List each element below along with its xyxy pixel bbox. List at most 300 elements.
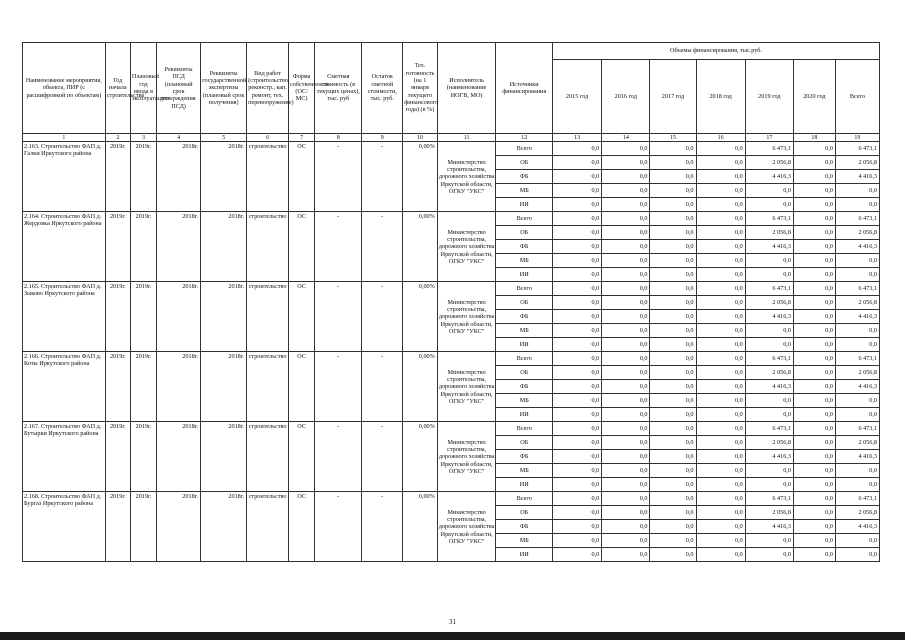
- funding-value: 0,0: [602, 142, 650, 156]
- funding-value: 6 473,1: [835, 422, 879, 436]
- work-type: строительство: [247, 142, 289, 212]
- column-number: 17: [745, 134, 793, 142]
- funding-value: 0,0: [650, 254, 696, 268]
- funding-source: ИИ: [496, 338, 553, 352]
- funding-source: ИИ: [496, 408, 553, 422]
- funding-value: 0,0: [696, 282, 745, 296]
- executor: Министерство строительства, дорожного хозяйства Иркутской области, ОГКУ "УКС": [437, 142, 496, 212]
- funding-value: 0,0: [553, 142, 602, 156]
- funding-value: 0,0: [793, 380, 835, 394]
- funding-value: 0,0: [793, 212, 835, 226]
- funding-value: 0,0: [793, 310, 835, 324]
- funding-value: 0,0: [602, 478, 650, 492]
- funding-value: 0,0: [650, 506, 696, 520]
- funding-value: 0,0: [745, 478, 793, 492]
- funding-value: 2 056,8: [835, 506, 879, 520]
- funding-source: ОБ: [496, 366, 553, 380]
- funding-value: 0,0: [602, 492, 650, 506]
- funding-value: 0,0: [650, 142, 696, 156]
- funding-value: 2 056,8: [835, 156, 879, 170]
- work-type: строительство: [247, 352, 289, 422]
- expertise-date: 2018г.: [201, 212, 247, 282]
- funding-value: 0,0: [793, 268, 835, 282]
- executor: Министерство строительства, дорожного хозяйства Иркутской области, ОГКУ "УКС": [437, 492, 496, 562]
- funding-value: 0,0: [650, 352, 696, 366]
- column-number: 8: [315, 134, 362, 142]
- funding-value: 0,0: [602, 324, 650, 338]
- funding-value: 0,0: [696, 198, 745, 212]
- funding-value: 0,0: [650, 198, 696, 212]
- funding-value: 2 056,8: [745, 226, 793, 240]
- funding-value: 0,0: [793, 548, 835, 562]
- column-number: 15: [650, 134, 696, 142]
- funding-value: 0,0: [745, 268, 793, 282]
- funding-value: 0,0: [696, 268, 745, 282]
- readiness: 0,00%: [403, 492, 438, 562]
- funding-value: 0,0: [602, 548, 650, 562]
- funding-value: 4 416,3: [745, 520, 793, 534]
- table-row: [23, 492, 880, 506]
- funding-value: 0,0: [553, 254, 602, 268]
- funding-value: 0,0: [793, 506, 835, 520]
- col-header-executor: Исполнитель (наименование ИОГВ, МО): [437, 43, 496, 134]
- funding-value: 0,0: [835, 548, 879, 562]
- funding-value: 0,0: [650, 296, 696, 310]
- funding-value: 0,0: [793, 394, 835, 408]
- col-header-year: Всего: [835, 60, 879, 134]
- funding-value: 0,0: [696, 240, 745, 254]
- funding-value: 0,0: [835, 268, 879, 282]
- funding-value: 0,0: [602, 282, 650, 296]
- funding-value: 0,0: [696, 520, 745, 534]
- column-number: 9: [362, 134, 403, 142]
- readiness: 0,00%: [403, 282, 438, 352]
- funding-value: 0,0: [793, 534, 835, 548]
- col-header-year-commission: Плановый год ввода в эксплуатацию: [130, 43, 156, 134]
- funding-value: 0,0: [696, 142, 745, 156]
- funding-value: 0,0: [553, 366, 602, 380]
- work-type: строительство: [247, 422, 289, 492]
- funding-value: 2 056,8: [745, 506, 793, 520]
- ownership: ОС: [289, 282, 315, 352]
- funding-value: 0,0: [553, 310, 602, 324]
- funding-value: 0,0: [793, 352, 835, 366]
- funding-value: 4 416,3: [835, 310, 879, 324]
- funding-value: 0,0: [553, 240, 602, 254]
- object-name: 2.164. Строительство ФАП д. Жердовка Иркутского района: [23, 212, 106, 282]
- funding-value: 0,0: [696, 366, 745, 380]
- funding-value: 0,0: [602, 408, 650, 422]
- estimate-cost: -: [315, 422, 362, 492]
- col-header-year: 2019 год: [745, 60, 793, 134]
- funding-source: МБ: [496, 184, 553, 198]
- funding-value: 0,0: [835, 198, 879, 212]
- funding-value: 0,0: [793, 324, 835, 338]
- executor: Министерство строительства, дорожного хозяйства Иркутской области, ОГКУ "УКС": [437, 422, 496, 492]
- funding-value: 0,0: [745, 338, 793, 352]
- funding-value: 0,0: [602, 156, 650, 170]
- funding-value: 4 416,3: [745, 170, 793, 184]
- funding-value: 0,0: [553, 268, 602, 282]
- funding-value: 0,0: [602, 534, 650, 548]
- funding-value: 0,0: [745, 324, 793, 338]
- remaining-cost: -: [362, 352, 403, 422]
- funding-value: 0,0: [602, 226, 650, 240]
- funding-value: 0,0: [650, 170, 696, 184]
- funding-value: 0,0: [745, 394, 793, 408]
- col-header-year: 2017 год: [650, 60, 696, 134]
- object-block: [23, 212, 880, 282]
- funding-value: 6 473,1: [835, 142, 879, 156]
- expertise-date: 2018г.: [201, 352, 247, 422]
- estimate-cost: -: [315, 492, 362, 562]
- funding-value: 6 473,1: [745, 492, 793, 506]
- funding-value: 6 473,1: [745, 422, 793, 436]
- funding-value: 0,0: [553, 226, 602, 240]
- funding-value: 0,0: [553, 156, 602, 170]
- funding-value: 0,0: [696, 450, 745, 464]
- funding-value: 0,0: [793, 254, 835, 268]
- funding-value: 0,0: [835, 478, 879, 492]
- funding-source: ОБ: [496, 506, 553, 520]
- funding-value: 0,0: [650, 380, 696, 394]
- object-name: 2.166. Строительство ФАП д. Коты Иркутского района: [23, 352, 106, 422]
- year-commission: 2019г.: [130, 282, 156, 352]
- funding-source: Всего: [496, 422, 553, 436]
- funding-value: 0,0: [835, 534, 879, 548]
- funding-value: 0,0: [602, 464, 650, 478]
- object-block: [23, 352, 880, 422]
- remaining-cost: -: [362, 142, 403, 212]
- funding-value: 0,0: [602, 184, 650, 198]
- funding-source: ФБ: [496, 310, 553, 324]
- funding-value: 0,0: [602, 422, 650, 436]
- ownership: ОС: [289, 352, 315, 422]
- funding-value: 0,0: [650, 464, 696, 478]
- funding-value: 0,0: [835, 254, 879, 268]
- funding-source: ИИ: [496, 478, 553, 492]
- funding-value: 0,0: [650, 226, 696, 240]
- funding-value: 0,0: [696, 478, 745, 492]
- funding-value: 4 416,3: [835, 170, 879, 184]
- ownership: ОС: [289, 212, 315, 282]
- funding-value: 0,0: [835, 394, 879, 408]
- funding-value: 0,0: [793, 170, 835, 184]
- funding-value: 0,0: [602, 450, 650, 464]
- col-header-year: 2020 год: [793, 60, 835, 134]
- object-block: [23, 492, 880, 562]
- funding-value: 0,0: [602, 170, 650, 184]
- col-header-year: 2018 год: [696, 60, 745, 134]
- funding-value: 0,0: [602, 296, 650, 310]
- object-name: 2.168. Строительство ФАП д. Бургаз Иркутского района: [23, 492, 106, 562]
- funding-value: 0,0: [745, 548, 793, 562]
- table-row: [23, 282, 880, 296]
- funding-value: 0,0: [696, 464, 745, 478]
- funding-value: 2 056,8: [745, 366, 793, 380]
- col-header-work-type: Вид работ (строительство, реконстр., кап. ремонт, тех. перевооружение): [247, 43, 289, 134]
- table-row: [23, 352, 880, 366]
- funding-value: 0,0: [793, 226, 835, 240]
- funding-value: 0,0: [650, 282, 696, 296]
- funding-source: ФБ: [496, 380, 553, 394]
- col-header-year-start: Год начала строительства: [105, 43, 130, 134]
- funding-source: ОБ: [496, 296, 553, 310]
- funding-value: 2 056,8: [745, 156, 793, 170]
- object-block: [23, 142, 880, 212]
- column-number: 10: [403, 134, 438, 142]
- funding-value: 0,0: [793, 142, 835, 156]
- col-header-sources: Источники финансирования: [496, 43, 553, 134]
- funding-value: 0,0: [696, 394, 745, 408]
- funding-source: МБ: [496, 324, 553, 338]
- funding-value: 4 416,3: [835, 520, 879, 534]
- expertise-date: 2018г.: [201, 282, 247, 352]
- object-block: [23, 282, 880, 352]
- column-number: 5: [201, 134, 247, 142]
- table-row: [23, 212, 880, 226]
- funding-value: 0,0: [696, 408, 745, 422]
- funding-value: 6 473,1: [835, 212, 879, 226]
- funding-value: 0,0: [696, 534, 745, 548]
- page-number: 31: [449, 618, 456, 626]
- funding-value: 2 056,8: [835, 436, 879, 450]
- funding-value: 0,0: [650, 324, 696, 338]
- funding-source: Всего: [496, 212, 553, 226]
- table-header: [23, 43, 880, 142]
- funding-value: 0,0: [602, 436, 650, 450]
- funding-source: Всего: [496, 352, 553, 366]
- funding-value: 0,0: [793, 198, 835, 212]
- table-row: [23, 142, 880, 156]
- psd-date: 2018г.: [157, 422, 201, 492]
- readiness: 0,00%: [403, 212, 438, 282]
- year-start: 2019г.: [105, 352, 130, 422]
- estimate-cost: -: [315, 142, 362, 212]
- funding-value: 6 473,1: [835, 492, 879, 506]
- object-block: [23, 422, 880, 492]
- object-name: 2.163. Строительство ФАП д. Галки Иркутского района: [23, 142, 106, 212]
- funding-value: 0,0: [553, 394, 602, 408]
- funding-value: 0,0: [553, 422, 602, 436]
- column-number: 11: [437, 134, 496, 142]
- remaining-cost: -: [362, 282, 403, 352]
- work-type: строительство: [247, 492, 289, 562]
- funding-value: 0,0: [650, 184, 696, 198]
- funding-value: 0,0: [793, 296, 835, 310]
- funding-value: 0,0: [650, 408, 696, 422]
- funding-value: 0,0: [793, 492, 835, 506]
- funding-value: 0,0: [793, 520, 835, 534]
- table-row: [23, 422, 880, 436]
- funding-value: 0,0: [553, 534, 602, 548]
- funding-source: ФБ: [496, 520, 553, 534]
- funding-value: 0,0: [793, 464, 835, 478]
- work-type: строительство: [247, 282, 289, 352]
- readiness: 0,00%: [403, 142, 438, 212]
- funding-value: 0,0: [745, 534, 793, 548]
- funding-value: 6 473,1: [835, 282, 879, 296]
- funding-value: 0,0: [696, 338, 745, 352]
- funding-value: 0,0: [835, 184, 879, 198]
- psd-date: 2018г.: [157, 282, 201, 352]
- funding-value: 0,0: [553, 338, 602, 352]
- funding-value: 0,0: [553, 296, 602, 310]
- psd-date: 2018г.: [157, 212, 201, 282]
- col-header-name: Наименование мероприятия, объекта, ПИР (с расшифровкой по объектам): [23, 43, 106, 134]
- funding-value: 0,0: [650, 548, 696, 562]
- remaining-cost: -: [362, 492, 403, 562]
- financing-table: [22, 42, 880, 562]
- funding-value: 0,0: [650, 520, 696, 534]
- column-number: 7: [289, 134, 315, 142]
- funding-value: 0,0: [793, 156, 835, 170]
- funding-source: ИИ: [496, 548, 553, 562]
- funding-value: 4 416,3: [745, 310, 793, 324]
- funding-source: Всего: [496, 282, 553, 296]
- funding-source: МБ: [496, 464, 553, 478]
- funding-value: 2 056,8: [835, 296, 879, 310]
- funding-value: 0,0: [696, 422, 745, 436]
- funding-value: 0,0: [553, 324, 602, 338]
- readiness: 0,00%: [403, 422, 438, 492]
- year-commission: 2019г.: [130, 352, 156, 422]
- funding-value: 2 056,8: [745, 436, 793, 450]
- funding-value: 0,0: [650, 240, 696, 254]
- object-name: 2.167. Строительство ФАП д. Бутырки Иркутского района: [23, 422, 106, 492]
- funding-value: 0,0: [793, 240, 835, 254]
- funding-value: 0,0: [553, 436, 602, 450]
- psd-date: 2018г.: [157, 492, 201, 562]
- column-number: 13: [553, 134, 602, 142]
- column-number: 1: [23, 134, 106, 142]
- year-start: 2019г.: [105, 422, 130, 492]
- funding-value: 0,0: [602, 380, 650, 394]
- funding-value: 0,0: [793, 478, 835, 492]
- funding-value: 0,0: [650, 268, 696, 282]
- funding-value: 0,0: [650, 450, 696, 464]
- funding-value: 6 473,1: [745, 352, 793, 366]
- funding-value: 0,0: [696, 310, 745, 324]
- funding-value: 0,0: [602, 366, 650, 380]
- funding-value: 0,0: [553, 170, 602, 184]
- psd-date: 2018г.: [157, 142, 201, 212]
- funding-value: 0,0: [650, 394, 696, 408]
- col-header-volumes: Объемы финансирования, тыс.руб.: [553, 43, 880, 60]
- funding-value: 0,0: [696, 296, 745, 310]
- readiness: 0,00%: [403, 352, 438, 422]
- remaining-cost: -: [362, 422, 403, 492]
- funding-value: 0,0: [745, 198, 793, 212]
- year-commission: 2019г.: [130, 142, 156, 212]
- ownership: ОС: [289, 422, 315, 492]
- psd-date: 2018г.: [157, 352, 201, 422]
- year-commission: 2019г.: [130, 212, 156, 282]
- funding-value: 0,0: [696, 254, 745, 268]
- funding-value: 0,0: [745, 464, 793, 478]
- funding-value: 2 056,8: [835, 366, 879, 380]
- funding-value: 0,0: [696, 380, 745, 394]
- funding-value: 4 416,3: [745, 380, 793, 394]
- funding-value: 0,0: [696, 492, 745, 506]
- funding-value: 0,0: [745, 254, 793, 268]
- year-start: 2019г.: [105, 212, 130, 282]
- funding-value: 0,0: [696, 184, 745, 198]
- column-number: 16: [696, 134, 745, 142]
- year-start: 2019г.: [105, 142, 130, 212]
- funding-value: 4 416,3: [835, 450, 879, 464]
- column-number: 6: [247, 134, 289, 142]
- column-number-row: [23, 134, 880, 142]
- funding-value: 2 056,8: [835, 226, 879, 240]
- funding-value: 0,0: [602, 198, 650, 212]
- ownership: ОС: [289, 142, 315, 212]
- funding-value: 0,0: [650, 310, 696, 324]
- funding-source: ФБ: [496, 170, 553, 184]
- funding-value: 0,0: [835, 338, 879, 352]
- estimate-cost: -: [315, 282, 362, 352]
- funding-value: 0,0: [553, 380, 602, 394]
- funding-value: 0,0: [602, 212, 650, 226]
- col-header-year: 2016 год: [602, 60, 650, 134]
- column-number: 4: [157, 134, 201, 142]
- funding-value: 0,0: [793, 408, 835, 422]
- column-number: 2: [105, 134, 130, 142]
- executor: Министерство строительства, дорожного хозяйства Иркутской области, ОГКУ "УКС": [437, 352, 496, 422]
- funding-value: 0,0: [553, 450, 602, 464]
- funding-source: ОБ: [496, 226, 553, 240]
- funding-value: 0,0: [696, 170, 745, 184]
- funding-value: 0,0: [793, 450, 835, 464]
- funding-value: 0,0: [793, 436, 835, 450]
- funding-source: ОБ: [496, 156, 553, 170]
- column-number: 14: [602, 134, 650, 142]
- object-name: 2.165. Строительство ФАП д. Зыково Иркутского района: [23, 282, 106, 352]
- col-header-readiness: Тех. готовность (на 1 января текущего финансового года) (в %): [403, 43, 438, 134]
- funding-value: 0,0: [553, 212, 602, 226]
- funding-value: 0,0: [602, 310, 650, 324]
- funding-source: МБ: [496, 534, 553, 548]
- col-header-ownership: Форма собственности (ОС/МС): [289, 43, 315, 134]
- funding-value: 0,0: [696, 156, 745, 170]
- funding-source: ФБ: [496, 450, 553, 464]
- funding-source: МБ: [496, 394, 553, 408]
- expertise-date: 2018г.: [201, 492, 247, 562]
- funding-value: 0,0: [650, 492, 696, 506]
- estimate-cost: -: [315, 352, 362, 422]
- funding-value: 4 416,3: [745, 450, 793, 464]
- year-commission: 2019г.: [130, 492, 156, 562]
- funding-value: 0,0: [696, 212, 745, 226]
- funding-value: 0,0: [553, 548, 602, 562]
- funding-value: 0,0: [553, 520, 602, 534]
- funding-value: 6 473,1: [745, 142, 793, 156]
- year-start: 2019г.: [105, 282, 130, 352]
- funding-value: 0,0: [835, 408, 879, 422]
- funding-value: 0,0: [793, 338, 835, 352]
- funding-value: 0,0: [553, 184, 602, 198]
- year-start: 2019г.: [105, 492, 130, 562]
- funding-value: 0,0: [602, 338, 650, 352]
- funding-value: 4 416,3: [745, 240, 793, 254]
- expertise-date: 2018г.: [201, 422, 247, 492]
- funding-source: ИИ: [496, 268, 553, 282]
- funding-value: 0,0: [650, 478, 696, 492]
- col-header-expertise: Реквизиты государственной экспертизы (плановый срок получения): [201, 43, 247, 134]
- remaining-cost: -: [362, 212, 403, 282]
- funding-value: 0,0: [650, 422, 696, 436]
- year-commission: 2019г.: [130, 422, 156, 492]
